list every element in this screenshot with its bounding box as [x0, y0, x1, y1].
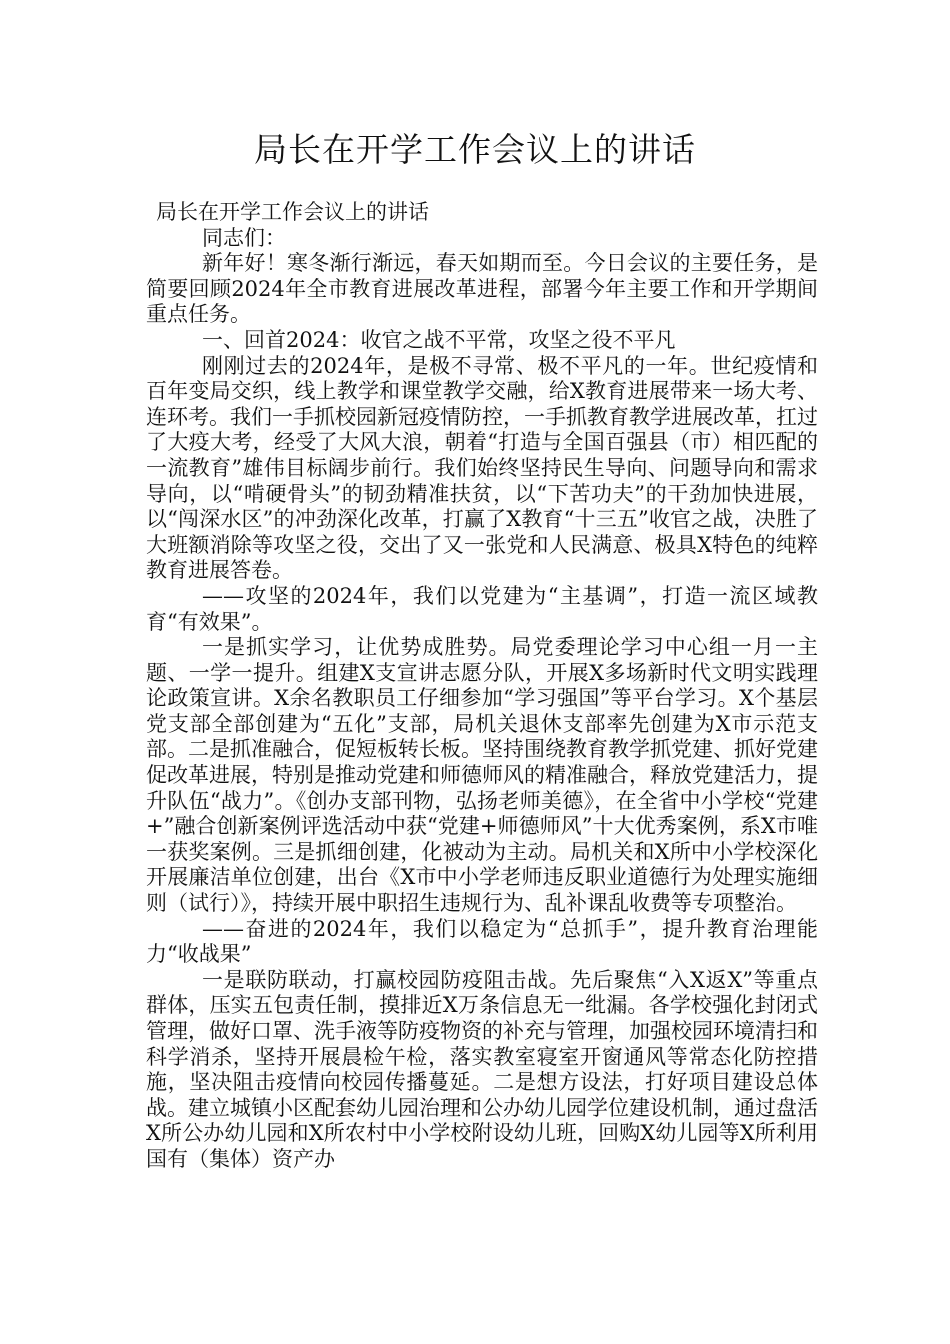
paragraph: 同志们： [202, 225, 286, 250]
paragraph: ——奋进的2024年，我们以稳定为“总抓手”，提升教育治理能力“收战果” [146, 916, 818, 967]
document-title: 局长在开学工作会议上的讲话 [254, 130, 696, 169]
paragraph: 一是联防联动，打赢校园防疫阻击战。先后聚焦“入X返X”等重点群体，压实五包责任制，摸排近X万条信息无一纰漏。各学校强化封闭式管理，做好口罩、洗手液等防疫物资的补充与管理，加强校园环境清扫和科学消杀，坚持开展晨检午检，落实教室寝室开窗通风等常态化防控措施，坚决阻击疫情向校园传播蔓延。二是想方设法，打好项目建设总体战。建立城镇小区配套幼儿园治理和公办幼儿园学位建设机制，通过盘活X所公办幼儿园和X所农村中小学校附设幼儿班，回购X幼儿园等X所利用国有（集体）资产办 [146, 967, 818, 1171]
paragraph: ——攻坚的2024年，我们以党建为“主基调”，打造一流区域教育“有效果”。 [146, 583, 818, 634]
document-body [146, 200, 818, 1173]
paragraph: 一、回首2024：收官之战不平常，攻坚之役不平凡 [202, 327, 676, 352]
paragraph: 一是抓实学习，让优势成胜势。局党委理论学习中心组一月一主题、一学一提升。组建X支宣讲志愿分队，开展X多场新时代文明实践理论政策宣讲。X余名教职员工仔细参加“学习强国”等平台学习。X个基层党支部全部创建为“五化”支部，局机关退休支部率先创建为X市示范支部。二是抓准融合，促短板转长板。坚持围绕教育教学抓党建、抓好党建促改革进展，特别是推动党建和师德师风的精准融合，释放党建活力，提升队伍“战力”。《创办支部刊物，弘扬老师美德》，在全省中小学校“党建+”融合创新案例评选活动中获“党建+师德师风”十大优秀案例，系X市唯一获奖案例。三是抓细创建，化被动为主动。局机关和X所中小学校深化开展廉洁单位创建，出台《X市中小学老师违反职业道德行为处理实施细则（试行）》，持续开展中职招生违规行为、乱补课乱收费等专项整治。 [146, 635, 818, 916]
document-subtitle: 局长在开学工作会议上的讲话 [156, 200, 429, 224]
paragraph: 新年好！寒冬渐行渐远，春天如期而至。今日会议的主要任务，是简要回顾2024年全市教育进展改革进程，部署今年主要工作和开学期间重点任务。 [146, 251, 818, 327]
paragraph: 刚刚过去的2024年，是极不寻常、极不平凡的一年。世纪疫情和百年变局交织，线上教学和课堂教学交融，给X教育进展带来一场大考、连环考。我们一手抓校园新冠疫情防控，一手抓教育教学进展改革，扛过了大疫大考，经受了大风大浪，朝着“打造与全国百强县（市）相匹配的一流教育”雄伟目标阔步前行。我们始终坚持民生导向、问题导向和需求导向，以“啃硬骨头”的韧劲精准扶贫，以“下苦功夫”的干劲加快进展，以“闯深水区”的冲劲深化改革，打赢了X教育“十三五”收官之战，决胜了大班额消除等攻坚之役，交出了又一张党和人民满意、极具X特色的纯粹教育进展答卷。 [146, 353, 818, 583]
